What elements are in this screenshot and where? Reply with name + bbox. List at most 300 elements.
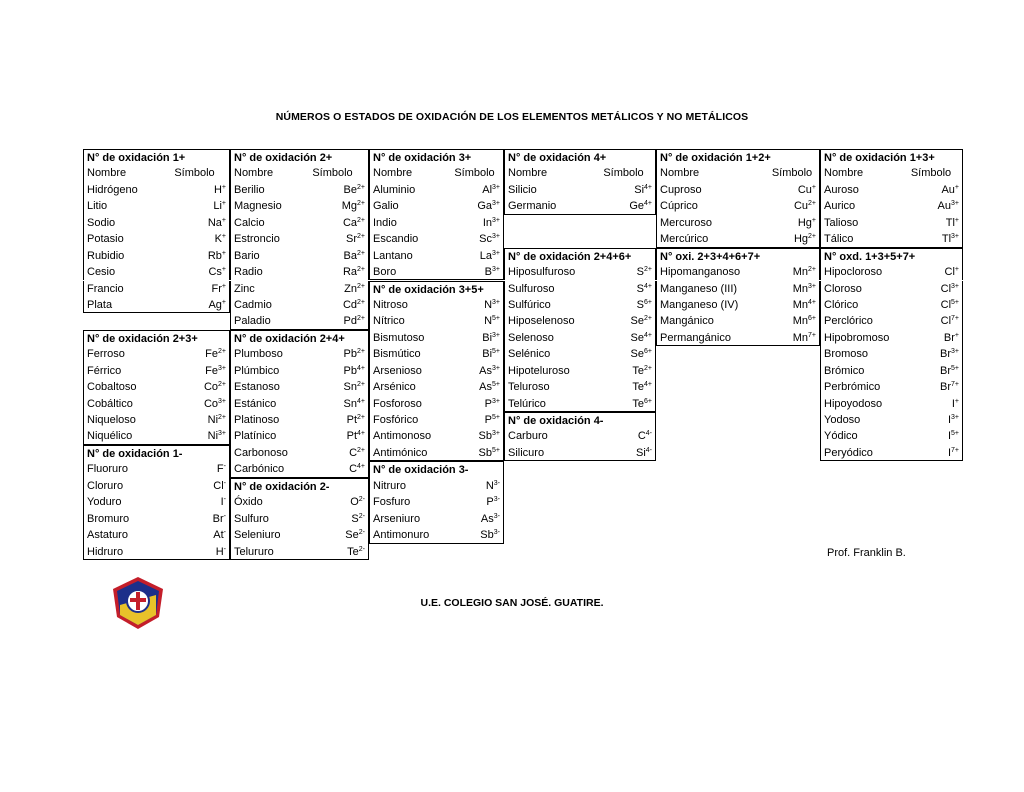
charge-superscript: + bbox=[954, 397, 959, 405]
element-name: Platinoso bbox=[230, 412, 297, 428]
charge-superscript: 3+ bbox=[951, 200, 959, 208]
element-name: Peryódico bbox=[820, 445, 900, 461]
charge-superscript: 3+ bbox=[808, 282, 816, 290]
element-name: Antimonuro bbox=[369, 527, 446, 543]
symbol-text: I bbox=[947, 446, 952, 459]
symbol-text: Ra bbox=[342, 266, 358, 279]
symbol-text: S bbox=[351, 512, 359, 525]
charge-superscript: + bbox=[954, 216, 959, 224]
charge-superscript: 2+ bbox=[218, 414, 226, 422]
symbol-text: Cu bbox=[793, 200, 809, 213]
element-symbol bbox=[592, 297, 656, 313]
element-symbol bbox=[297, 511, 369, 527]
element-symbol bbox=[297, 494, 369, 510]
element-name: Carbónico bbox=[230, 461, 297, 477]
symbol-text: Te bbox=[632, 381, 645, 394]
element-name: Platínico bbox=[230, 428, 297, 444]
symbol-text: Bi bbox=[482, 331, 493, 344]
charge-superscript: 5+ bbox=[492, 446, 500, 454]
element-name: Potasio bbox=[83, 231, 160, 247]
charge-superscript: 2+ bbox=[357, 446, 365, 454]
element-name: Estroncio bbox=[230, 231, 297, 247]
element-symbol bbox=[446, 297, 504, 313]
symbol-text: H bbox=[215, 545, 224, 558]
element-symbol bbox=[446, 313, 504, 329]
element-name: Bromoso bbox=[820, 346, 900, 362]
element-symbol bbox=[900, 264, 963, 280]
element-symbol bbox=[160, 494, 230, 510]
charge-superscript: 3+ bbox=[951, 348, 959, 356]
charge-superscript: + bbox=[954, 266, 959, 274]
charge-superscript: 2+ bbox=[808, 233, 816, 241]
charge-superscript: + bbox=[221, 200, 226, 208]
symbol-text: I bbox=[220, 496, 224, 509]
element-symbol bbox=[446, 527, 504, 543]
element-symbol bbox=[592, 264, 656, 280]
element-name: Fosfuro bbox=[369, 494, 446, 510]
element-name: Aurico bbox=[820, 198, 900, 214]
symbol-text: Au bbox=[937, 200, 952, 213]
element-name: Cúprico bbox=[656, 198, 765, 214]
charge-superscript: 3- bbox=[493, 529, 500, 537]
charge-superscript: 3+ bbox=[492, 298, 500, 306]
charge-superscript: 5+ bbox=[951, 364, 959, 372]
element-symbol bbox=[765, 215, 820, 231]
symbol-text: S bbox=[636, 266, 645, 279]
element-name: Boro bbox=[369, 264, 446, 280]
element-symbol bbox=[592, 346, 656, 362]
element-symbol bbox=[160, 215, 230, 231]
charge-superscript: - bbox=[223, 529, 226, 537]
element-name: Paladio bbox=[230, 313, 297, 329]
element-name: Cobáltico bbox=[83, 396, 160, 412]
element-name: Telururo bbox=[230, 544, 297, 560]
element-symbol bbox=[592, 198, 656, 214]
element-symbol bbox=[592, 379, 656, 395]
symbol-text: C bbox=[349, 463, 358, 476]
element-name: Hipoyodoso bbox=[820, 396, 900, 412]
element-symbol bbox=[446, 248, 504, 264]
charge-superscript: + bbox=[221, 183, 226, 191]
element-name: Niqueloso bbox=[83, 412, 160, 428]
element-name: Fluoruro bbox=[83, 461, 160, 477]
element-name: Permangánico bbox=[656, 330, 765, 346]
element-symbol bbox=[160, 478, 230, 494]
element-name: Plumboso bbox=[230, 346, 297, 362]
symbol-text: Si bbox=[635, 446, 646, 459]
charge-superscript: 4+ bbox=[808, 298, 816, 306]
element-symbol bbox=[900, 428, 963, 444]
element-symbol bbox=[765, 281, 820, 297]
block-title: N° de oxidación 2+ bbox=[230, 149, 369, 165]
symbol-text: I bbox=[951, 397, 955, 410]
charge-superscript: - bbox=[223, 545, 226, 553]
charge-superscript: 2+ bbox=[808, 200, 816, 208]
symbol-text: Cd bbox=[342, 298, 358, 311]
element-name: Ferroso bbox=[83, 346, 160, 362]
element-symbol bbox=[297, 281, 369, 297]
symbol-text: O bbox=[350, 496, 359, 509]
symbol-text: C bbox=[637, 430, 646, 443]
symbol-text: Se bbox=[630, 348, 645, 361]
symbol-text: Co bbox=[203, 397, 219, 410]
symbol-text: Cu bbox=[797, 183, 812, 196]
symbol-text: N bbox=[485, 479, 494, 492]
charge-superscript: 3- bbox=[493, 479, 500, 487]
element-symbol bbox=[446, 198, 504, 214]
element-name: Magnesio bbox=[230, 198, 297, 214]
symbol-text: Bi bbox=[482, 348, 493, 361]
element-symbol bbox=[900, 215, 963, 231]
element-name: Hipocloroso bbox=[820, 264, 900, 280]
charge-superscript: 2+ bbox=[357, 315, 365, 323]
element-symbol bbox=[900, 363, 963, 379]
charge-superscript: 2+ bbox=[218, 381, 226, 389]
charge-superscript: - bbox=[223, 512, 226, 520]
element-symbol bbox=[765, 182, 820, 198]
element-symbol bbox=[446, 379, 504, 395]
element-name: Bromuro bbox=[83, 511, 160, 527]
element-name: Calcio bbox=[230, 215, 297, 231]
element-symbol bbox=[900, 379, 963, 395]
charge-superscript: 5+ bbox=[951, 298, 959, 306]
element-symbol bbox=[446, 330, 504, 346]
charge-superscript: 2+ bbox=[357, 266, 365, 274]
element-symbol bbox=[446, 412, 504, 428]
charge-superscript: 2+ bbox=[644, 315, 652, 323]
element-name: Teluroso bbox=[504, 379, 592, 395]
symbol-text: Te bbox=[632, 364, 645, 377]
element-symbol bbox=[297, 231, 369, 247]
charge-superscript: 6+ bbox=[644, 298, 652, 306]
element-name: Zinc bbox=[230, 281, 297, 297]
charge-superscript: 3+ bbox=[492, 430, 500, 438]
charge-superscript: 2+ bbox=[357, 298, 365, 306]
element-symbol bbox=[297, 412, 369, 428]
page-title: NÚMEROS O ESTADOS DE OXIDACIÓN DE LOS ELEMENTOS METÁLICOS Y NO METÁLICOS bbox=[275, 111, 749, 123]
element-name: Nitroso bbox=[369, 297, 446, 313]
symbol-text: Fr bbox=[211, 282, 222, 295]
block-title: N° oxi. 2+3+4+6+7+ bbox=[656, 248, 820, 264]
symbol-text: Pd bbox=[343, 315, 358, 328]
element-name: Clórico bbox=[820, 297, 900, 313]
symbol-text: Li bbox=[213, 200, 222, 213]
element-name: Fosforoso bbox=[369, 396, 446, 412]
element-name: Yoduro bbox=[83, 494, 160, 510]
charge-superscript: 3+ bbox=[492, 331, 500, 339]
element-name: Sulfúrico bbox=[504, 297, 592, 313]
symbol-text: Tl bbox=[945, 216, 955, 229]
block-title: N° de oxidación 1+2+ bbox=[656, 149, 820, 165]
charge-superscript: 2+ bbox=[808, 266, 816, 274]
symbol-text: Sn bbox=[343, 397, 358, 410]
symbol-text: Mn bbox=[792, 331, 809, 344]
element-symbol bbox=[446, 478, 504, 494]
element-name: Talioso bbox=[820, 215, 900, 231]
element-name: Brómico bbox=[820, 363, 900, 379]
charge-superscript: + bbox=[221, 249, 226, 257]
charge-superscript: 7+ bbox=[808, 331, 816, 339]
charge-superscript: 4+ bbox=[357, 463, 365, 471]
symbol-text: Sb bbox=[478, 446, 493, 459]
symbol-text: N bbox=[484, 298, 493, 311]
symbol-text: P bbox=[484, 397, 493, 410]
symbol-text: Cl bbox=[944, 266, 955, 279]
symbol-text: Se bbox=[345, 529, 359, 542]
element-name: Arseniuro bbox=[369, 511, 446, 527]
symbol-text: Br bbox=[940, 364, 952, 377]
element-name: Auroso bbox=[820, 182, 900, 198]
charge-superscript: + bbox=[221, 233, 226, 241]
column-header-symbol: Símbolo bbox=[446, 165, 504, 181]
charge-superscript: 4+ bbox=[357, 364, 365, 372]
charge-superscript: 3+ bbox=[492, 249, 500, 257]
block-title: N° de oxidación 2+4+ bbox=[230, 330, 369, 346]
symbol-text: Sb bbox=[480, 529, 494, 542]
symbol-text: C bbox=[349, 446, 358, 459]
column-header-name: Nombre bbox=[230, 165, 297, 181]
element-name: Arsénico bbox=[369, 379, 446, 395]
symbol-text: Br bbox=[940, 348, 952, 361]
charge-superscript: 2+ bbox=[357, 200, 365, 208]
symbol-text: Zn bbox=[344, 282, 358, 295]
block-title: N° de oxidación 2- bbox=[230, 478, 369, 494]
element-name: Niquélico bbox=[83, 428, 160, 444]
element-name: Cesio bbox=[83, 264, 160, 280]
symbol-text: Sb bbox=[478, 430, 493, 443]
element-symbol bbox=[900, 198, 963, 214]
element-name: Bismutoso bbox=[369, 330, 446, 346]
symbol-text: Cl bbox=[940, 282, 952, 295]
element-symbol bbox=[765, 231, 820, 247]
charge-superscript: - bbox=[223, 496, 226, 504]
element-name: Plata bbox=[83, 297, 160, 313]
element-symbol bbox=[446, 215, 504, 231]
symbol-text: At bbox=[213, 529, 224, 542]
element-name: Berilio bbox=[230, 182, 297, 198]
element-symbol bbox=[297, 363, 369, 379]
element-name: Plúmbico bbox=[230, 363, 297, 379]
element-name: Fosfórico bbox=[369, 412, 446, 428]
charge-superscript: 3- bbox=[493, 496, 500, 504]
element-symbol bbox=[765, 297, 820, 313]
element-name: Aluminio bbox=[369, 182, 446, 198]
element-name: Radio bbox=[230, 264, 297, 280]
element-symbol bbox=[160, 231, 230, 247]
charge-superscript: 5+ bbox=[492, 414, 500, 422]
column-header-symbol: Símbolo bbox=[297, 165, 369, 181]
element-symbol bbox=[900, 445, 963, 461]
element-symbol bbox=[592, 445, 656, 461]
element-symbol bbox=[160, 461, 230, 477]
element-name: Carburo bbox=[504, 428, 592, 444]
element-name: Selénico bbox=[504, 346, 592, 362]
element-symbol bbox=[446, 396, 504, 412]
symbol-text: Se bbox=[630, 331, 645, 344]
symbol-text: Fe bbox=[205, 348, 219, 361]
charge-superscript: 4+ bbox=[644, 183, 652, 191]
element-symbol bbox=[765, 198, 820, 214]
block-title: N° de oxidación 4+ bbox=[504, 149, 656, 165]
element-symbol bbox=[592, 396, 656, 412]
block-title: N° de oxidación 3+5+ bbox=[369, 281, 504, 297]
element-name: Sulfuroso bbox=[504, 281, 592, 297]
element-name: Sodio bbox=[83, 215, 160, 231]
charge-superscript: 4+ bbox=[357, 430, 365, 438]
element-symbol bbox=[446, 445, 504, 461]
element-symbol bbox=[446, 363, 504, 379]
charge-superscript: 4- bbox=[645, 430, 652, 438]
element-name: Hiposulfuroso bbox=[504, 264, 592, 280]
charge-superscript: - bbox=[223, 463, 226, 471]
element-symbol bbox=[297, 182, 369, 198]
charge-superscript: + bbox=[954, 331, 959, 339]
symbol-text: Sn bbox=[343, 381, 358, 394]
symbol-text: Si bbox=[634, 183, 645, 196]
element-name: Antimonoso bbox=[369, 428, 446, 444]
charge-superscript: 4+ bbox=[644, 200, 652, 208]
element-symbol bbox=[765, 264, 820, 280]
charge-superscript: 3+ bbox=[492, 216, 500, 224]
charge-superscript: 2+ bbox=[218, 348, 226, 356]
column-header-name: Nombre bbox=[820, 165, 900, 181]
element-symbol bbox=[592, 363, 656, 379]
symbol-text: Br bbox=[940, 381, 952, 394]
charge-superscript: 2+ bbox=[644, 266, 652, 274]
column-header-symbol: Símbolo bbox=[765, 165, 820, 181]
symbol-text: Pt bbox=[346, 414, 358, 427]
symbol-text: Sr bbox=[346, 233, 358, 246]
element-name: Hidruro bbox=[83, 544, 160, 560]
element-symbol bbox=[297, 461, 369, 477]
element-name: Rubidio bbox=[83, 248, 160, 264]
block-title: N° de oxidación 1+ bbox=[83, 149, 230, 165]
element-name: Escandio bbox=[369, 231, 446, 247]
element-name: Silicio bbox=[504, 182, 592, 198]
symbol-text: As bbox=[479, 381, 493, 394]
symbol-text: Ni bbox=[207, 430, 219, 443]
symbol-text: P bbox=[484, 414, 493, 427]
element-symbol bbox=[160, 544, 230, 560]
element-symbol bbox=[297, 215, 369, 231]
block-title: N° de oxidación 1+3+ bbox=[820, 149, 963, 165]
element-name: Mercuroso bbox=[656, 215, 765, 231]
element-name: Mangánico bbox=[656, 313, 765, 329]
symbol-text: Ni bbox=[207, 414, 219, 427]
charge-superscript: 3+ bbox=[492, 233, 500, 241]
element-name: Perclórico bbox=[820, 313, 900, 329]
symbol-text: Pb bbox=[343, 348, 358, 361]
symbol-text: H bbox=[213, 183, 222, 196]
element-name: Estanoso bbox=[230, 379, 297, 395]
element-symbol bbox=[446, 231, 504, 247]
element-symbol bbox=[160, 412, 230, 428]
element-symbol bbox=[900, 330, 963, 346]
symbol-text: As bbox=[480, 512, 494, 525]
symbol-text: Au bbox=[941, 183, 955, 196]
element-name: Nitruro bbox=[369, 478, 446, 494]
charge-superscript: 3+ bbox=[218, 430, 226, 438]
charge-superscript: 5+ bbox=[492, 348, 500, 356]
symbol-text: Cl bbox=[940, 315, 952, 328]
element-symbol bbox=[160, 428, 230, 444]
charge-superscript: 3+ bbox=[492, 364, 500, 372]
element-name: Tálico bbox=[820, 231, 900, 247]
author-signature: Prof. Franklin B. bbox=[827, 547, 906, 559]
column-header-name: Nombre bbox=[369, 165, 446, 181]
charge-superscript: 2+ bbox=[357, 381, 365, 389]
element-symbol bbox=[900, 297, 963, 313]
symbol-text: Hg bbox=[797, 216, 812, 229]
symbol-text: Mn bbox=[792, 315, 809, 328]
element-symbol bbox=[900, 412, 963, 428]
symbol-text: La bbox=[479, 249, 493, 262]
charge-superscript: 2+ bbox=[357, 348, 365, 356]
block-title: N° de oxidación 2+3+ bbox=[83, 330, 230, 346]
element-symbol bbox=[160, 346, 230, 362]
symbol-text: I bbox=[947, 430, 952, 443]
element-symbol bbox=[765, 313, 820, 329]
symbol-text: Na bbox=[207, 216, 222, 229]
element-symbol bbox=[900, 182, 963, 198]
symbol-text: S bbox=[636, 282, 645, 295]
symbol-text: Sc bbox=[479, 233, 493, 246]
charge-superscript: 3+ bbox=[951, 414, 959, 422]
element-name: Seleniuro bbox=[230, 527, 297, 543]
element-symbol bbox=[160, 297, 230, 313]
symbol-text: In bbox=[482, 216, 493, 229]
element-name: Antimónico bbox=[369, 445, 446, 461]
element-name: Hipoteluroso bbox=[504, 363, 592, 379]
charge-superscript: + bbox=[954, 183, 959, 191]
symbol-text: S bbox=[636, 298, 645, 311]
symbol-text: Cl bbox=[940, 298, 952, 311]
symbol-text: Ga bbox=[477, 200, 493, 213]
element-symbol bbox=[160, 396, 230, 412]
charge-superscript: 4+ bbox=[357, 397, 365, 405]
symbol-text: Br bbox=[212, 512, 224, 525]
symbol-text: Fe bbox=[205, 364, 219, 377]
symbol-text: P bbox=[486, 496, 494, 509]
element-name: Hipobromoso bbox=[820, 330, 900, 346]
charge-superscript: 5+ bbox=[492, 315, 500, 323]
charge-superscript: 2+ bbox=[357, 183, 365, 191]
element-symbol bbox=[160, 511, 230, 527]
symbol-text: Ge bbox=[629, 200, 645, 213]
element-symbol bbox=[160, 363, 230, 379]
charge-superscript: 6+ bbox=[644, 397, 652, 405]
symbol-text: N bbox=[484, 315, 493, 328]
element-symbol bbox=[297, 313, 369, 329]
element-name: Bario bbox=[230, 248, 297, 264]
charge-superscript: 2- bbox=[358, 529, 365, 537]
element-symbol bbox=[297, 379, 369, 395]
element-symbol bbox=[592, 281, 656, 297]
element-symbol bbox=[900, 346, 963, 362]
charge-superscript: 2- bbox=[358, 512, 365, 520]
symbol-text: Pb bbox=[343, 364, 358, 377]
block-title: N° de oxidación 4- bbox=[504, 412, 656, 428]
element-symbol bbox=[297, 396, 369, 412]
element-name: Francio bbox=[83, 281, 160, 297]
element-symbol bbox=[160, 281, 230, 297]
charge-superscript: 3+ bbox=[951, 233, 959, 241]
symbol-text: Te bbox=[632, 397, 645, 410]
element-symbol bbox=[446, 182, 504, 198]
element-name: Germanio bbox=[504, 198, 592, 214]
element-symbol bbox=[160, 182, 230, 198]
element-name: Hidrógeno bbox=[83, 182, 160, 198]
